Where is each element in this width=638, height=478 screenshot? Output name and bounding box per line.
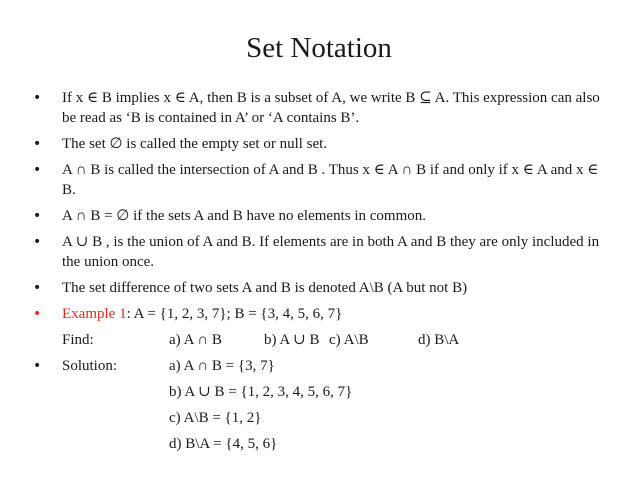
bullet-icon: •: [33, 280, 42, 296]
bullet-text: The set ∅ is called the empty set or null set.: [62, 136, 328, 152]
bullet-text: A ∪ B , is the union of A and B. If elements are in both A and B they are only included in the union once.: [62, 234, 600, 270]
find-a: a) A ∩ B: [169, 332, 222, 348]
find-c: c) A\B: [329, 332, 369, 348]
bullet-text: A ∩ B is called the intersection of A and B . Thus x ∈ A ∩ B if and only if x ∈ A and x ∈ B.: [62, 162, 599, 198]
solution-c: c) A\B = {1, 2}: [169, 410, 262, 426]
find-row: [33, 330, 613, 350]
solution-a: a) A ∩ B = {3, 7}: [169, 358, 275, 374]
bullet-subset: [33, 88, 613, 128]
slide-title: Set Notation: [246, 32, 392, 64]
find-b: b) A ∪ B: [264, 332, 320, 348]
bullet-icon: •: [33, 208, 42, 224]
bullet-icon: •: [33, 136, 42, 152]
solution-label: Solution:: [62, 358, 118, 374]
example-text: : A = {1, 2, 3, 7}; B = {3, 4, 5, 6, 7}: [126, 306, 343, 322]
solution-b: b) A ∪ B = {1, 2, 3, 4, 5, 6, 7}: [169, 384, 353, 400]
example-label: Example 1: [62, 306, 127, 322]
bullet-icon: •: [33, 358, 42, 374]
bullet-union: [33, 232, 613, 272]
bullet-text: The set difference of two sets A and B is denoted A\B (A but not B): [62, 280, 468, 296]
bullet-disjoint: [33, 206, 613, 226]
bullet-difference: [33, 278, 613, 298]
solution-row-d: [33, 434, 613, 454]
solution-d: d) B\A = {4, 5, 6}: [169, 436, 278, 452]
solution-row: [33, 356, 613, 376]
bullet-intersection: [33, 160, 613, 200]
bullet-text: If x ∈ B implies x ∈ A, then B is a subset of A, we write B ⊆ A. This expression can also be read as ‘B is contained in A’ or ‘A contains B’.: [62, 90, 600, 126]
bullet-icon: •: [33, 162, 42, 178]
bullet-empty-set: [33, 134, 613, 154]
bullet-list: [33, 88, 613, 460]
solution-row-b: [33, 382, 613, 402]
bullet-icon: •: [33, 306, 42, 322]
find-label: Find:: [62, 332, 94, 348]
bullet-icon: •: [33, 90, 42, 106]
find-d: d) B\A: [418, 332, 460, 348]
bullet-icon: •: [33, 234, 42, 250]
bullet-example: [33, 304, 613, 324]
solution-row-c: [33, 408, 613, 428]
bullet-text: A ∩ B = ∅ if the sets A and B have no elements in common.: [62, 208, 426, 224]
